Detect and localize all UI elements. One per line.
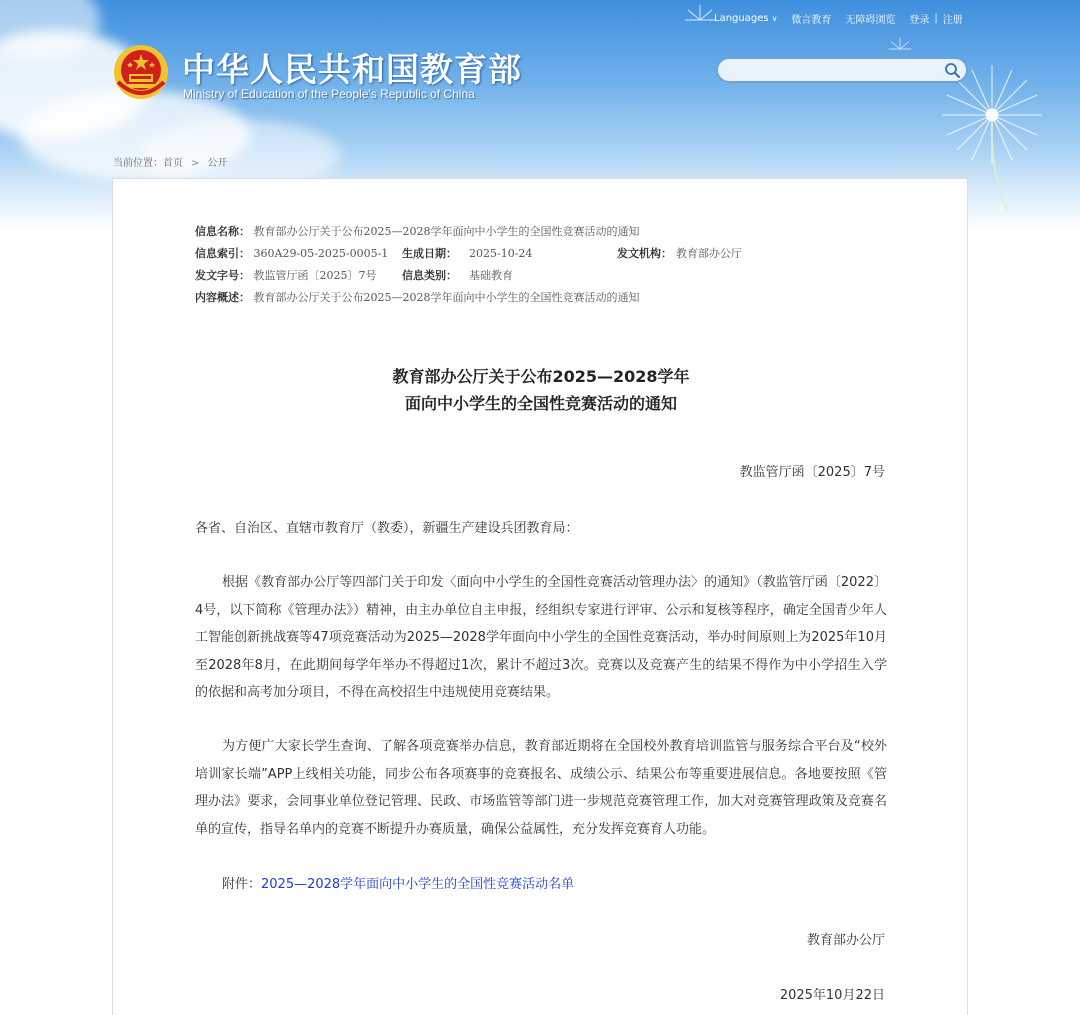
issuer-signature: 教育部办公厅 xyxy=(806,933,885,948)
meta-summary-label: 内容概述： xyxy=(195,291,250,304)
meta-name-label: 信息名称： xyxy=(195,225,250,238)
search-input[interactable] xyxy=(728,62,938,78)
meta-index-label: 信息索引： xyxy=(195,247,250,260)
attachment xyxy=(222,873,574,892)
breadcrumb xyxy=(113,154,227,169)
issue-date: 2025年10月22日 xyxy=(779,988,885,1003)
search-box xyxy=(716,57,968,83)
article-paragraph-1: 根据《教育部办公厅等四部门关于印发〈面向中小学生的全国性竞赛活动管理办法〉的通知》（教监管厅函〔2022〕4号，以下简称《管理办法》）精神，由主办单位自主申报，经组织专家进行评审、公示和复核等程序，确定全国青少年人工智能创新挑战赛等47项竞赛活动为2025—2028学年面向中小学生的全国性竞赛活动，举办时间原则上为2025年10月至2028年8月，在此期间每学年举办不得超过1次，累计不超过3次。竞赛以及竞赛产生的结果不得作为中小学招生入学的依据和高考加分项目，不得在高校招生中违规使用竞赛结果。 xyxy=(195,575,887,700)
nav-separator: | xyxy=(934,12,938,24)
meta-summary-value: 教育部办公厅关于公布2025—2028学年面向中小学生的全国性竞赛活动的通知 xyxy=(253,291,640,304)
meta-docno-label: 发文字号： xyxy=(195,269,250,282)
meta-org-value: 教育部办公厅 xyxy=(676,247,742,260)
breadcrumb-prefix: 当前位置： xyxy=(113,158,163,169)
meta-row-summary xyxy=(195,291,640,313)
article-title xyxy=(113,363,969,417)
national-emblem-icon xyxy=(112,42,170,102)
content-panel xyxy=(112,178,968,1015)
meta-row-name xyxy=(195,225,640,247)
top-nav xyxy=(714,10,963,26)
info-metadata xyxy=(195,225,742,313)
breadcrumb-current-link[interactable]: 公开 xyxy=(207,158,228,169)
meta-type-label: 信息类别： xyxy=(402,269,457,282)
article-title-line2: 面向中小学生的全国性竞赛活动的通知 xyxy=(404,394,677,413)
register-link[interactable]: 注册 xyxy=(942,14,963,26)
site-logo-title[interactable]: 中华人民共和国教育部 xyxy=(182,50,522,89)
meta-date-label: 生成日期： xyxy=(402,247,457,260)
login-link[interactable]: 登录 xyxy=(909,14,930,26)
meta-row-index xyxy=(195,247,742,269)
article-paragraph-2: 为方便广大家长学生查询、了解各项竞赛举办信息，教育部近期将在全国校外教育培训监管与服务综合平台及“校外培训家长端”APP上线相关功能，同步公布各项赛事的竞赛报名、成绩公示、结果公布等重要进展信息。各地要按照《管理办法》要求，会同事业单位登记管理、民政、市场监管等部门进一步规范竞赛管理工作，加大对竞赛管理政策及竞赛名单的宣传，指导名单内的竞赛不断提升办赛质量，确保公益属性，充分发挥竞赛育人功能。 xyxy=(195,739,887,837)
meta-index-value: 360A29-05-2025-0005-1 xyxy=(253,247,389,260)
salutation: 各省、自治区、直辖市教育厅（教委），新疆生产建设兵团教育局： xyxy=(195,521,579,536)
meta-name-value: 教育部办公厅关于公布2025—2028学年面向中小学生的全国性竞赛活动的通知 xyxy=(253,225,640,238)
languages-menu[interactable] xyxy=(714,13,777,24)
meta-org-label: 发文机构： xyxy=(617,247,672,260)
site-logo-subtitle: Ministry of Education of the People's Republic of China xyxy=(183,87,475,101)
weiyan-link[interactable]: 微言教育 xyxy=(791,14,832,26)
chevron-down-icon: ∨ xyxy=(771,13,778,23)
meta-type-value: 基础教育 xyxy=(469,269,513,282)
breadcrumb-separator: > xyxy=(191,158,200,169)
accessible-browse-link[interactable]: 无障碍浏览 xyxy=(845,14,896,26)
breadcrumb-home-link[interactable]: 首页 xyxy=(163,158,183,169)
search-icon[interactable] xyxy=(943,61,961,79)
meta-docno-value: 教监管厅函〔2025〕7号 xyxy=(253,269,377,282)
languages-label: Languages xyxy=(714,12,769,24)
document-number: 教监管厅函〔2025〕7号 xyxy=(739,465,885,480)
article-title-line1: 教育部办公厅关于公布2025—2028学年 xyxy=(392,367,690,386)
meta-date-value: 2025-10-24 xyxy=(469,247,533,260)
meta-row-docno xyxy=(195,269,640,291)
attachment-link[interactable]: 2025—2028学年面向中小学生的全国性竞赛活动名单 xyxy=(261,877,575,892)
attachment-label: 附件： xyxy=(222,877,262,892)
